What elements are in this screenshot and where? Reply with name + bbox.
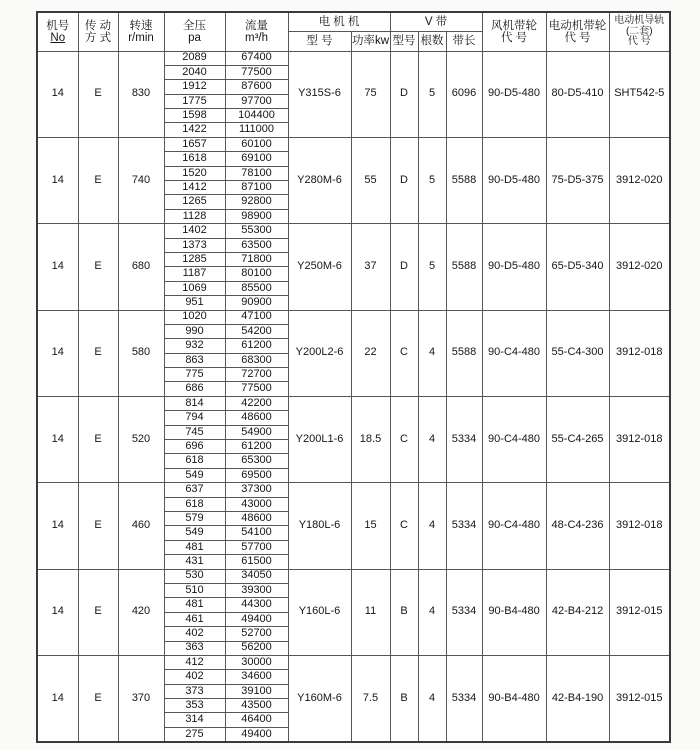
header-fan-pulley-line2: 代 号 — [500, 31, 528, 44]
cell-drive-type: E — [78, 310, 118, 396]
cell-speed: 680 — [118, 224, 164, 310]
cell-pressure: 1069 — [164, 281, 225, 295]
cell-flow: 72700 — [225, 368, 288, 382]
cell-fan-pulley: 90-C4-480 — [482, 310, 546, 396]
cell-flow: 54100 — [225, 526, 288, 540]
data-row — [37, 483, 670, 497]
cell-motor-power: 11 — [351, 569, 390, 655]
data-row — [37, 137, 670, 151]
cell-drive-type: E — [78, 224, 118, 310]
cell-flow: 46400 — [225, 713, 288, 727]
cell-rail-code: 3912-018 — [609, 396, 670, 482]
data-row — [37, 655, 670, 669]
cell-flow: 98900 — [225, 209, 288, 223]
cell-fan-pulley: 90-C4-480 — [482, 483, 546, 569]
cell-rail-code: SHT542-5 — [609, 51, 670, 137]
cell-motor-pulley: 42-B4-212 — [546, 569, 609, 655]
spec-table — [36, 11, 671, 743]
cell-flow: 69500 — [225, 468, 288, 482]
header-pressure-line2: pa — [188, 31, 201, 44]
cell-pressure: 1265 — [164, 195, 225, 209]
cell-pressure: 745 — [164, 425, 225, 439]
cell-motor-pulley: 42-B4-190 — [546, 655, 609, 741]
cell-flow: 90900 — [225, 296, 288, 310]
cell-machine-no: 14 — [37, 483, 78, 569]
cell-belt-count: 4 — [418, 655, 446, 741]
cell-flow: 65300 — [225, 454, 288, 468]
cell-pressure: 696 — [164, 440, 225, 454]
header-drive-type — [78, 12, 118, 51]
cell-rail-code: 3912-015 — [609, 569, 670, 655]
cell-pressure: 412 — [164, 655, 225, 669]
cell-speed: 460 — [118, 483, 164, 569]
cell-flow: 39300 — [225, 583, 288, 597]
cell-belt-model: C — [390, 483, 418, 569]
cell-flow: 39100 — [225, 684, 288, 698]
header-drive-line2: 方 式 — [84, 31, 112, 44]
cell-flow: 68300 — [225, 353, 288, 367]
header-speed-line2: r/min — [128, 31, 154, 44]
header-motor-pulley — [546, 12, 609, 51]
cell-pressure: 1598 — [164, 109, 225, 123]
cell-pressure: 549 — [164, 526, 225, 540]
cell-motor-power: 37 — [351, 224, 390, 310]
cell-pressure: 1285 — [164, 252, 225, 266]
cell-flow: 57700 — [225, 540, 288, 554]
cell-flow: 54200 — [225, 324, 288, 338]
header-vbelt-count: 根数 — [418, 31, 446, 51]
cell-pressure: 1618 — [164, 152, 225, 166]
cell-flow: 52700 — [225, 627, 288, 641]
cell-motor-model: Y250M-6 — [288, 224, 351, 310]
cell-pressure: 510 — [164, 583, 225, 597]
header-vbelt-length: 带长 — [446, 31, 482, 51]
cell-motor-power: 22 — [351, 310, 390, 396]
data-row — [37, 310, 670, 324]
cell-drive-type: E — [78, 483, 118, 569]
cell-pressure: 402 — [164, 670, 225, 684]
cell-belt-length: 5334 — [446, 569, 482, 655]
cell-motor-model: Y200L2-6 — [288, 310, 351, 396]
document-sheet — [36, 11, 671, 743]
cell-pressure: 990 — [164, 324, 225, 338]
cell-fan-pulley: 90-D5-480 — [482, 137, 546, 223]
header-motor-model: 型 号 — [288, 31, 351, 51]
data-row — [37, 569, 670, 583]
cell-rail-code: 3912-018 — [609, 483, 670, 569]
cell-flow: 44300 — [225, 598, 288, 612]
header-drive-line1: 传 动 — [84, 19, 112, 32]
cell-belt-length: 5588 — [446, 310, 482, 396]
cell-flow: 92800 — [225, 195, 288, 209]
cell-belt-count: 4 — [418, 483, 446, 569]
cell-drive-type: E — [78, 51, 118, 137]
cell-flow: 37300 — [225, 483, 288, 497]
cell-flow: 56200 — [225, 641, 288, 655]
cell-flow: 71800 — [225, 252, 288, 266]
cell-machine-no: 14 — [37, 655, 78, 741]
cell-motor-model: Y160L-6 — [288, 569, 351, 655]
cell-flow: 34600 — [225, 670, 288, 684]
cell-machine-no: 14 — [37, 569, 78, 655]
cell-flow: 60100 — [225, 137, 288, 151]
cell-belt-model: D — [390, 51, 418, 137]
cell-belt-count: 5 — [418, 51, 446, 137]
header-motor-pulley-line2: 代 号 — [564, 31, 591, 44]
cell-drive-type: E — [78, 655, 118, 741]
cell-machine-no: 14 — [37, 224, 78, 310]
cell-pressure: 951 — [164, 296, 225, 310]
cell-pressure: 402 — [164, 627, 225, 641]
cell-pressure: 549 — [164, 468, 225, 482]
cell-drive-type: E — [78, 137, 118, 223]
cell-flow: 63500 — [225, 238, 288, 252]
cell-pressure: 1520 — [164, 166, 225, 180]
cell-flow: 47100 — [225, 310, 288, 324]
header-row-1 — [37, 12, 670, 31]
cell-pressure: 481 — [164, 598, 225, 612]
cell-pressure: 579 — [164, 512, 225, 526]
cell-pressure: 1657 — [164, 137, 225, 151]
header-flow — [225, 12, 288, 51]
cell-flow: 49400 — [225, 612, 288, 626]
cell-belt-length: 6096 — [446, 51, 482, 137]
cell-flow: 42200 — [225, 396, 288, 410]
header-fan-pulley-line1: 风机带轮 — [491, 19, 538, 32]
cell-belt-length: 5588 — [446, 224, 482, 310]
header-rail-line2: (二套) — [625, 25, 653, 37]
cell-flow: 43500 — [225, 699, 288, 713]
cell-fan-pulley: 90-D5-480 — [482, 224, 546, 310]
cell-pressure: 686 — [164, 382, 225, 396]
cell-belt-length: 5588 — [446, 137, 482, 223]
header-speed-line1: 转速 — [129, 19, 153, 32]
cell-speed: 830 — [118, 51, 164, 137]
header-vbelt-group: V 带 — [390, 12, 482, 31]
cell-motor-model: Y280M-6 — [288, 137, 351, 223]
header-machine-no — [37, 12, 78, 51]
cell-pressure: 314 — [164, 713, 225, 727]
header-motor-group: 电 机 机 — [288, 12, 390, 31]
cell-pressure: 1912 — [164, 80, 225, 94]
cell-flow: 85500 — [225, 281, 288, 295]
cell-pressure: 481 — [164, 540, 225, 554]
header-flow-line2: m³/h — [245, 31, 268, 44]
header-speed — [118, 12, 164, 51]
cell-pressure: 363 — [164, 641, 225, 655]
cell-flow: 87600 — [225, 80, 288, 94]
cell-speed: 420 — [118, 569, 164, 655]
cell-motor-pulley: 48-C4-236 — [546, 483, 609, 569]
cell-motor-pulley: 80-D5-410 — [546, 51, 609, 137]
data-row — [37, 396, 670, 410]
cell-pressure: 2089 — [164, 51, 225, 65]
cell-flow: 43000 — [225, 497, 288, 511]
cell-pressure: 618 — [164, 497, 225, 511]
cell-fan-pulley: 90-C4-480 — [482, 396, 546, 482]
cell-pressure: 1187 — [164, 267, 225, 281]
header-pressure-line1: 全压 — [183, 19, 206, 32]
cell-pressure: 353 — [164, 699, 225, 713]
cell-machine-no: 14 — [37, 137, 78, 223]
cell-flow: 48600 — [225, 512, 288, 526]
cell-pressure: 530 — [164, 569, 225, 583]
cell-flow: 104400 — [225, 109, 288, 123]
cell-belt-count: 4 — [418, 310, 446, 396]
cell-belt-count: 5 — [418, 137, 446, 223]
cell-machine-no: 14 — [37, 396, 78, 482]
cell-pressure: 775 — [164, 368, 225, 382]
cell-fan-pulley: 90-B4-480 — [482, 569, 546, 655]
cell-flow: 34050 — [225, 569, 288, 583]
cell-drive-type: E — [78, 396, 118, 482]
cell-pressure: 1020 — [164, 310, 225, 324]
cell-motor-power: 55 — [351, 137, 390, 223]
cell-machine-no: 14 — [37, 310, 78, 396]
cell-flow: 77500 — [225, 65, 288, 79]
cell-belt-model: B — [390, 569, 418, 655]
cell-flow: 67400 — [225, 51, 288, 65]
cell-fan-pulley: 90-B4-480 — [482, 655, 546, 741]
cell-rail-code: 3912-020 — [609, 137, 670, 223]
cell-rail-code: 3912-018 — [609, 310, 670, 396]
cell-pressure: 1412 — [164, 181, 225, 195]
cell-flow: 87100 — [225, 181, 288, 195]
header-flow-line1: 流量 — [245, 19, 268, 32]
cell-motor-model: Y160M-6 — [288, 655, 351, 741]
cell-pressure: 932 — [164, 339, 225, 353]
cell-motor-model: Y180L-6 — [288, 483, 351, 569]
cell-pressure: 814 — [164, 396, 225, 410]
cell-pressure: 618 — [164, 454, 225, 468]
cell-motor-power: 75 — [351, 51, 390, 137]
cell-pressure: 1402 — [164, 224, 225, 238]
cell-flow: 30000 — [225, 655, 288, 669]
data-row — [37, 224, 670, 238]
cell-motor-power: 15 — [351, 483, 390, 569]
cell-belt-length: 5334 — [446, 396, 482, 482]
cell-belt-count: 4 — [418, 569, 446, 655]
cell-belt-model: D — [390, 224, 418, 310]
cell-pressure: 637 — [164, 483, 225, 497]
cell-flow: 61200 — [225, 339, 288, 353]
cell-pressure: 373 — [164, 684, 225, 698]
cell-belt-model: C — [390, 310, 418, 396]
header-motor-power: 功率kw — [351, 31, 390, 51]
cell-pressure: 1373 — [164, 238, 225, 252]
cell-flow: 69100 — [225, 152, 288, 166]
cell-drive-type: E — [78, 569, 118, 655]
header-machine-no-line1: 机号 — [46, 19, 70, 32]
header-fan-pulley — [482, 12, 546, 51]
cell-flow: 77500 — [225, 382, 288, 396]
header-machine-no-line2: No — [50, 31, 66, 44]
cell-speed: 520 — [118, 396, 164, 482]
cell-motor-pulley: 75-D5-375 — [546, 137, 609, 223]
cell-pressure: 794 — [164, 411, 225, 425]
data-row — [37, 51, 670, 65]
cell-belt-length: 5334 — [446, 655, 482, 741]
cell-speed: 370 — [118, 655, 164, 741]
cell-machine-no: 14 — [37, 51, 78, 137]
cell-flow: 54900 — [225, 425, 288, 439]
cell-belt-model: B — [390, 655, 418, 741]
table-header — [37, 12, 670, 51]
cell-flow: 61200 — [225, 440, 288, 454]
cell-flow: 97700 — [225, 94, 288, 108]
cell-flow: 49400 — [225, 727, 288, 741]
cell-belt-model: C — [390, 396, 418, 482]
cell-speed: 580 — [118, 310, 164, 396]
cell-pressure: 2040 — [164, 65, 225, 79]
cell-pressure: 1128 — [164, 209, 225, 223]
cell-belt-count: 5 — [418, 224, 446, 310]
header-rail-line1: 电动机导轨 — [614, 15, 665, 26]
cell-motor-power: 18.5 — [351, 396, 390, 482]
cell-belt-model: D — [390, 137, 418, 223]
cell-motor-model: Y200L1-6 — [288, 396, 351, 482]
cell-flow: 55300 — [225, 224, 288, 238]
cell-pressure: 275 — [164, 727, 225, 741]
cell-pressure: 431 — [164, 555, 225, 569]
cell-motor-pulley: 55-C4-265 — [546, 396, 609, 482]
cell-flow: 48600 — [225, 411, 288, 425]
cell-belt-count: 4 — [418, 396, 446, 482]
header-rail — [609, 12, 670, 51]
cell-rail-code: 3912-015 — [609, 655, 670, 741]
cell-pressure: 863 — [164, 353, 225, 367]
header-rail-line3: 代 号 — [627, 36, 651, 47]
cell-pressure: 1775 — [164, 94, 225, 108]
header-motor-pulley-line1: 电动机带轮 — [548, 19, 607, 32]
header-vbelt-model: 型号 — [390, 31, 418, 51]
header-pressure — [164, 12, 225, 51]
cell-rail-code: 3912-020 — [609, 224, 670, 310]
cell-flow: 78100 — [225, 166, 288, 180]
cell-motor-power: 7.5 — [351, 655, 390, 741]
cell-motor-model: Y315S-6 — [288, 51, 351, 137]
cell-fan-pulley: 90-D5-480 — [482, 51, 546, 137]
cell-pressure: 461 — [164, 612, 225, 626]
cell-flow: 61500 — [225, 555, 288, 569]
cell-belt-length: 5334 — [446, 483, 482, 569]
cell-speed: 740 — [118, 137, 164, 223]
cell-motor-pulley: 65-D5-340 — [546, 224, 609, 310]
cell-flow: 80100 — [225, 267, 288, 281]
table-body — [37, 51, 670, 742]
cell-motor-pulley: 55-C4-300 — [546, 310, 609, 396]
cell-pressure: 1422 — [164, 123, 225, 137]
cell-flow: 111000 — [225, 123, 288, 137]
